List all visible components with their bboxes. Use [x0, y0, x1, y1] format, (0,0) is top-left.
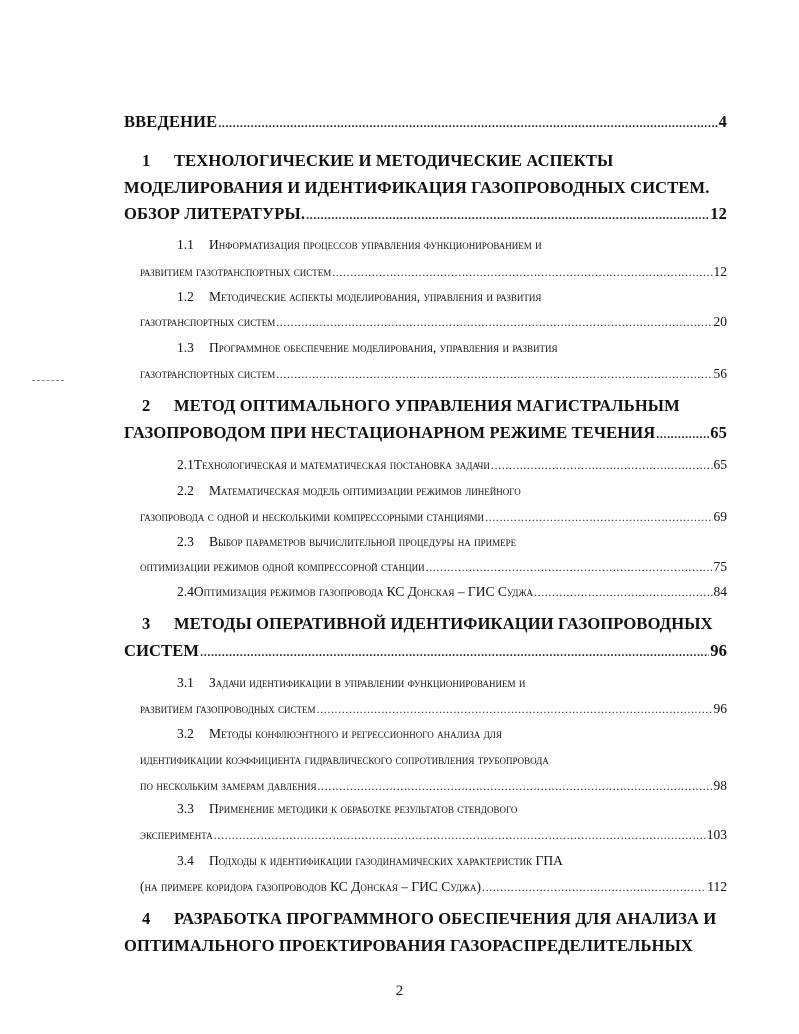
section-2-3-number: 2.3 — [177, 534, 194, 549]
section-1-1-title-line-1: Информатизация процессов управления функционированием и — [209, 237, 542, 252]
section-3-3-number: 3.3 — [177, 801, 194, 816]
section-3-4-title-line-2: (на примере коридора газопроводов КС Донская – ГИС Суджа) — [140, 879, 481, 894]
section-3-3-line-1 — [177, 802, 727, 816]
section-3-1-page: 96 — [713, 701, 727, 716]
section-1-3-line-1 — [177, 341, 727, 355]
section-2-3-line-1 — [177, 535, 727, 549]
section-3-2-title-line-1: Методы конфлюэнтного и регрессионного анализа для — [209, 726, 502, 741]
chapter-3-title-line-1: МЕТОДЫ ОПЕРАТИВНОЙ ИДЕНТИФИКАЦИИ ГАЗОПРОВОДНЫХ — [174, 614, 713, 633]
dot-leader — [485, 511, 712, 523]
chapter-2-title-line-1: МЕТОД ОПТИМАЛЬНОГО УПРАВЛЕНИЯ МАГИСТРАЛЬНЫМ — [174, 396, 680, 415]
section-1-3-title-line-1: Программное обеспечение моделирования, управления и развития — [209, 340, 558, 355]
section-3-4-title-line-1: Подходы к идентификации газодинамических характеристик ГПА — [209, 853, 563, 868]
section-3-3-line-2 — [140, 828, 727, 842]
dot-leader — [214, 829, 706, 841]
chapter-1-number: 1 — [142, 151, 151, 170]
section-3-3-page: 103 — [706, 827, 727, 842]
chapter-3-page: 96 — [710, 641, 727, 660]
section-2-2-line-2 — [140, 510, 727, 524]
dot-leader — [276, 368, 712, 380]
chapter-1-title-line-2: МОДЕЛИРОВАНИЯ И ИДЕНТИФИКАЦИЯ ГАЗОПРОВОДНЫХ СИСТЕМ. — [124, 178, 710, 197]
section-1-1-line-2 — [140, 265, 727, 279]
dot-leader — [200, 646, 709, 658]
section-3-1-title-line-1: Задачи идентификации в управлении функционированием и — [209, 675, 526, 690]
chapter-4-title-line-1: РАЗРАБОТКА ПРОГРАММНОГО ОБЕСПЕЧЕНИЯ ДЛЯ АНАЛИЗА И — [174, 909, 717, 928]
section-2-4-number: 2.4 — [177, 584, 194, 599]
chapter-4-title-line-2: ОПТИМАЛЬНОГО ПРОЕКТИРОВАНИЯ ГАЗОРАСПРЕДЕЛИТЕЛЬНЫХ — [124, 936, 693, 955]
section-3-3-title-line-1: Применение методики к обработке результатов стендового — [209, 801, 518, 816]
chapter-1-title-line-2-row — [124, 180, 727, 197]
dot-leader — [306, 209, 709, 221]
dot-leader — [276, 316, 712, 328]
section-2-3-title-line-1: Выбор параметров вычислительной процедуры на примере — [209, 534, 517, 549]
section-2-2-title-line-2: газопровода с одной и несколькими компрессорными станциями — [140, 509, 485, 524]
chapter-4-title-line-2-row — [124, 938, 727, 955]
dot-leader — [317, 703, 713, 715]
intro-page: 4 — [718, 112, 727, 131]
section-2-1-page: 65 — [713, 457, 727, 472]
section-3-4-page: 112 — [707, 879, 727, 894]
chapter-4-number: 4 — [142, 909, 151, 928]
section-3-1-line-2 — [140, 702, 727, 716]
section-1-2-title-line-1: Методические аспекты моделирования, управления и развития — [209, 289, 542, 304]
section-3-4-line-1 — [177, 854, 727, 868]
section-3-2-page: 98 — [713, 778, 727, 793]
section-3-1-number: 3.1 — [177, 675, 194, 690]
section-3-2-line-2 — [140, 753, 727, 767]
dot-leader — [332, 266, 712, 278]
section-2-1-number: 2.1 — [177, 457, 194, 472]
chapter-1-heading — [142, 153, 727, 170]
chapter-1-title-line-3-row — [124, 206, 727, 223]
section-1-2-number: 1.2 — [177, 289, 194, 304]
chapter-3-number: 3 — [142, 614, 151, 633]
section-1-1-page: 12 — [713, 264, 727, 279]
chapter-2-page: 65 — [710, 423, 727, 442]
dot-leader — [534, 586, 712, 598]
scan-artifact — [32, 380, 64, 382]
section-2-4-title: Оптимизация режимов газопровода КС Донская – ГИС Суджа — [193, 584, 534, 599]
chapter-3-title-line-2: СИСТЕМ — [124, 641, 200, 660]
dot-leader — [482, 881, 706, 893]
section-3-4-number: 3.4 — [177, 853, 194, 868]
chapter-1-page: 12 — [710, 204, 727, 223]
section-1-2-line-1 — [177, 290, 727, 304]
section-2-4-page: 84 — [713, 584, 727, 599]
chapter-1-title-line-1: ТЕХНОЛОГИЧЕСКИЕ И МЕТОДИЧЕСКИЕ АСПЕКТЫ — [174, 151, 614, 170]
section-1-1-number: 1.1 — [177, 237, 194, 252]
section-2-3-line-2 — [140, 560, 727, 574]
section-2-4 — [177, 585, 727, 599]
dot-leader — [318, 780, 713, 792]
section-2-1-title: Технологическая и математическая постановка задачи — [193, 457, 490, 472]
section-2-2-page: 69 — [713, 509, 727, 524]
section-3-2-title-line-3: по нескольким замерам давления — [140, 778, 317, 793]
section-1-2-line-2 — [140, 315, 727, 329]
chapter-2-title-line-2-row — [124, 425, 727, 442]
section-2-2-title-line-1: Математическая модель оптимизации режимов линейного — [209, 483, 521, 498]
section-1-1-line-1 — [177, 238, 727, 252]
section-3-3-title-line-2: эксперимента — [140, 827, 213, 842]
dot-leader — [218, 117, 717, 129]
section-2-2-number: 2.2 — [177, 483, 194, 498]
chapter-2-heading — [142, 398, 727, 415]
section-3-2-title-line-2: идентификации коэффициента гидравлического сопротивления трубопровода — [140, 752, 549, 767]
section-1-2-title-line-2: газотранспортных систем — [140, 314, 276, 329]
intro-title: ВВЕДЕНИЕ — [124, 112, 218, 131]
chapter-2-number: 2 — [142, 396, 151, 415]
chapter-1-title-line-3: ОБЗОР ЛИТЕРАТУРЫ. — [124, 204, 306, 223]
section-3-1-title-line-2: развитием газопроводных систем — [140, 701, 316, 716]
section-3-2-number: 3.2 — [177, 726, 194, 741]
dot-leader — [656, 428, 709, 440]
chapter-2-title-line-2: ГАЗОПРОВОДОМ ПРИ НЕСТАЦИОНАРНОМ РЕЖИМЕ ТЕЧЕНИЯ — [124, 423, 656, 442]
section-2-3-page: 75 — [713, 559, 727, 574]
section-3-2-line-3 — [140, 779, 727, 793]
page-number: 2 — [395, 983, 404, 999]
section-2-1 — [177, 458, 727, 472]
dot-leader — [491, 459, 713, 471]
section-2-2-line-1 — [177, 484, 727, 498]
chapter-3-title-line-2-row — [124, 643, 727, 660]
section-1-3-number: 1.3 — [177, 340, 194, 355]
section-1-1-title-line-2: развитием газотранспортных систем — [140, 264, 332, 279]
section-1-3-page: 56 — [713, 366, 727, 381]
chapter-4-heading — [142, 911, 727, 928]
section-2-3-title-line-2: оптимизации режимов одной компрессорной станции — [140, 559, 425, 574]
section-1-3-title-line-2: газотранспортных систем — [140, 366, 276, 381]
section-1-2-page: 20 — [713, 314, 727, 329]
section-3-1-line-1 — [177, 676, 727, 690]
chapter-3-heading — [142, 616, 727, 633]
section-3-4-line-2 — [140, 880, 727, 894]
section-1-3-line-2 — [140, 367, 727, 381]
dot-leader — [426, 561, 713, 573]
toc-entry-intro — [124, 114, 727, 131]
section-3-2-line-1 — [177, 727, 727, 741]
